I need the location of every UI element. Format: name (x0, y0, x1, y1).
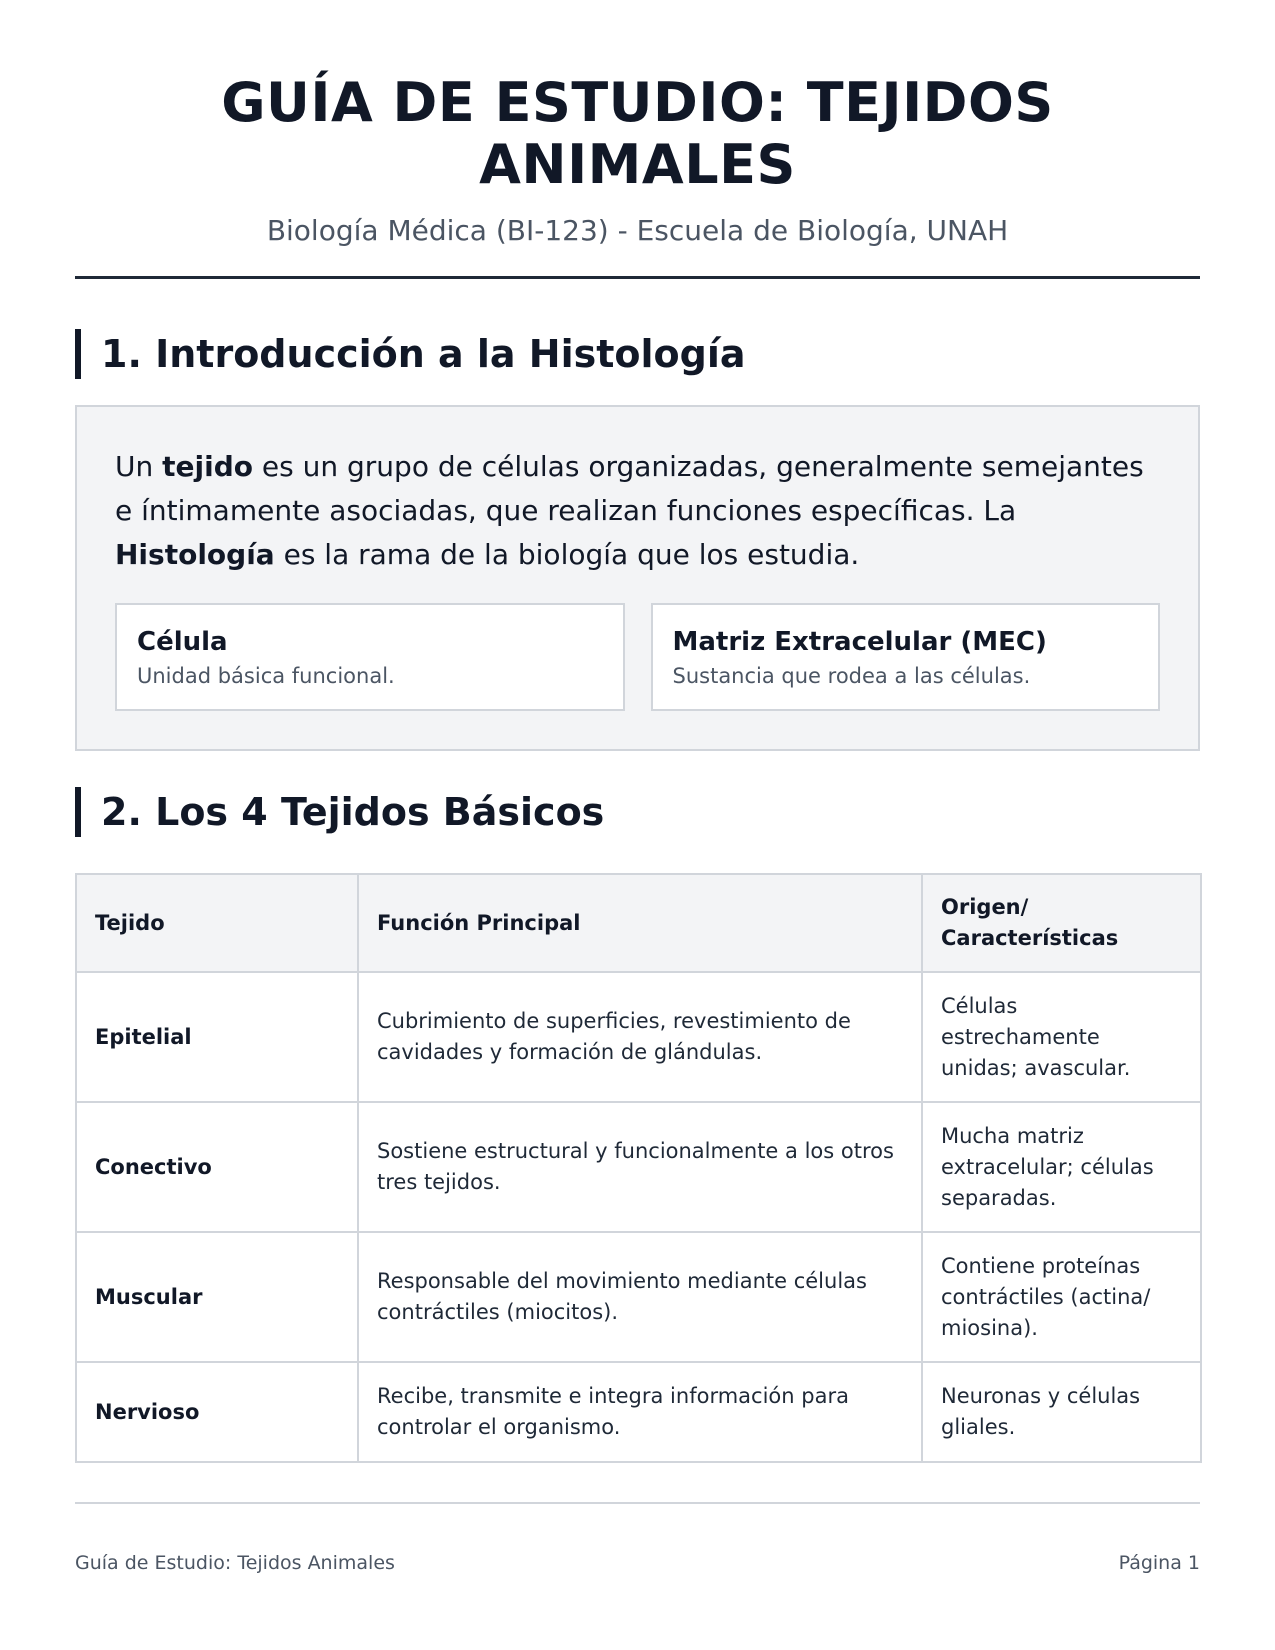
definition-card (651, 603, 1161, 711)
column-header: Función Principal (358, 874, 922, 972)
intro-paragraph (115, 445, 1160, 577)
intro-bold-term: Histología (115, 538, 275, 571)
tissue-name-cell: Epitelial (76, 972, 358, 1102)
section-title: 2. Los 4 Tejidos Básicos (101, 790, 605, 834)
column-header: Tejido (76, 874, 358, 972)
intro-box (75, 405, 1200, 751)
card-title: Célula (137, 627, 228, 657)
footer-document-title: Guía de Estudio: Tejidos Animales (75, 1552, 395, 1574)
table-row (76, 1232, 1201, 1362)
function-cell: Cubrimiento de superficies, revestimiento de cavidades y formación de glándulas. (358, 972, 922, 1102)
card-description: Unidad básica funcional. (137, 664, 395, 688)
origin-cell: Células estrechamente unidas; avascular. (922, 972, 1201, 1102)
function-cell: Recibe, transmite e integra información para controlar el organismo. (358, 1362, 922, 1462)
document-header (75, 0, 1200, 279)
card-description: Sustancia que rodea a las células. (672, 664, 1031, 688)
document-title: GUÍA DE ESTUDIO: TEJIDOS ANIMALES (221, 71, 1054, 196)
origin-cell: Mucha matriz extracelular; células separadas. (922, 1102, 1201, 1232)
definition-cards (115, 603, 1160, 711)
page-number: Página 1 (1118, 1552, 1200, 1574)
intro-bold-term: tejido (162, 450, 253, 483)
origin-cell: Contiene proteínas contráctiles (actina/ miosina). (922, 1232, 1201, 1362)
footer-divider (75, 1502, 1200, 1504)
tissues-table (75, 873, 1202, 1463)
table-row (76, 972, 1201, 1102)
table-header-row (76, 874, 1201, 972)
tissue-name-cell: Nervioso (76, 1362, 358, 1462)
section-title: 1. Introducción a la Histología (101, 332, 746, 376)
section-accent-bar (75, 329, 81, 379)
definition-card (115, 603, 625, 711)
section-heading-intro (75, 329, 1200, 379)
table-row (76, 1102, 1201, 1232)
page-footer (75, 1552, 1200, 1574)
intro-text-part: es la rama de la biología que los estudia. (274, 538, 860, 571)
origin-cell: Neuronas y células gliales. (922, 1362, 1201, 1462)
header-divider (75, 276, 1200, 279)
column-header: Origen/ Características (922, 874, 1201, 972)
card-title: Matriz Extracelular (MEC) (672, 627, 1047, 657)
intro-text-part: Un (115, 450, 163, 483)
intro-text-part: es un grupo de células organizadas, generalmente semejantes e íntimamente asociadas, que realizan funciones específicas. La (115, 450, 1144, 527)
document-subtitle: Biología Médica (BI-123) - Escuela de Biología, UNAH (266, 214, 1009, 247)
section-accent-bar (75, 787, 81, 837)
tissue-name-cell: Muscular (76, 1232, 358, 1362)
function-cell: Sostiene estructural y funcionalmente a los otros tres tejidos. (358, 1102, 922, 1232)
tissue-name-cell: Conectivo (76, 1102, 358, 1232)
section-heading-tissues (75, 787, 1200, 837)
function-cell: Responsable del movimiento mediante células contráctiles (miocitos). (358, 1232, 922, 1362)
table-row (76, 1362, 1201, 1462)
